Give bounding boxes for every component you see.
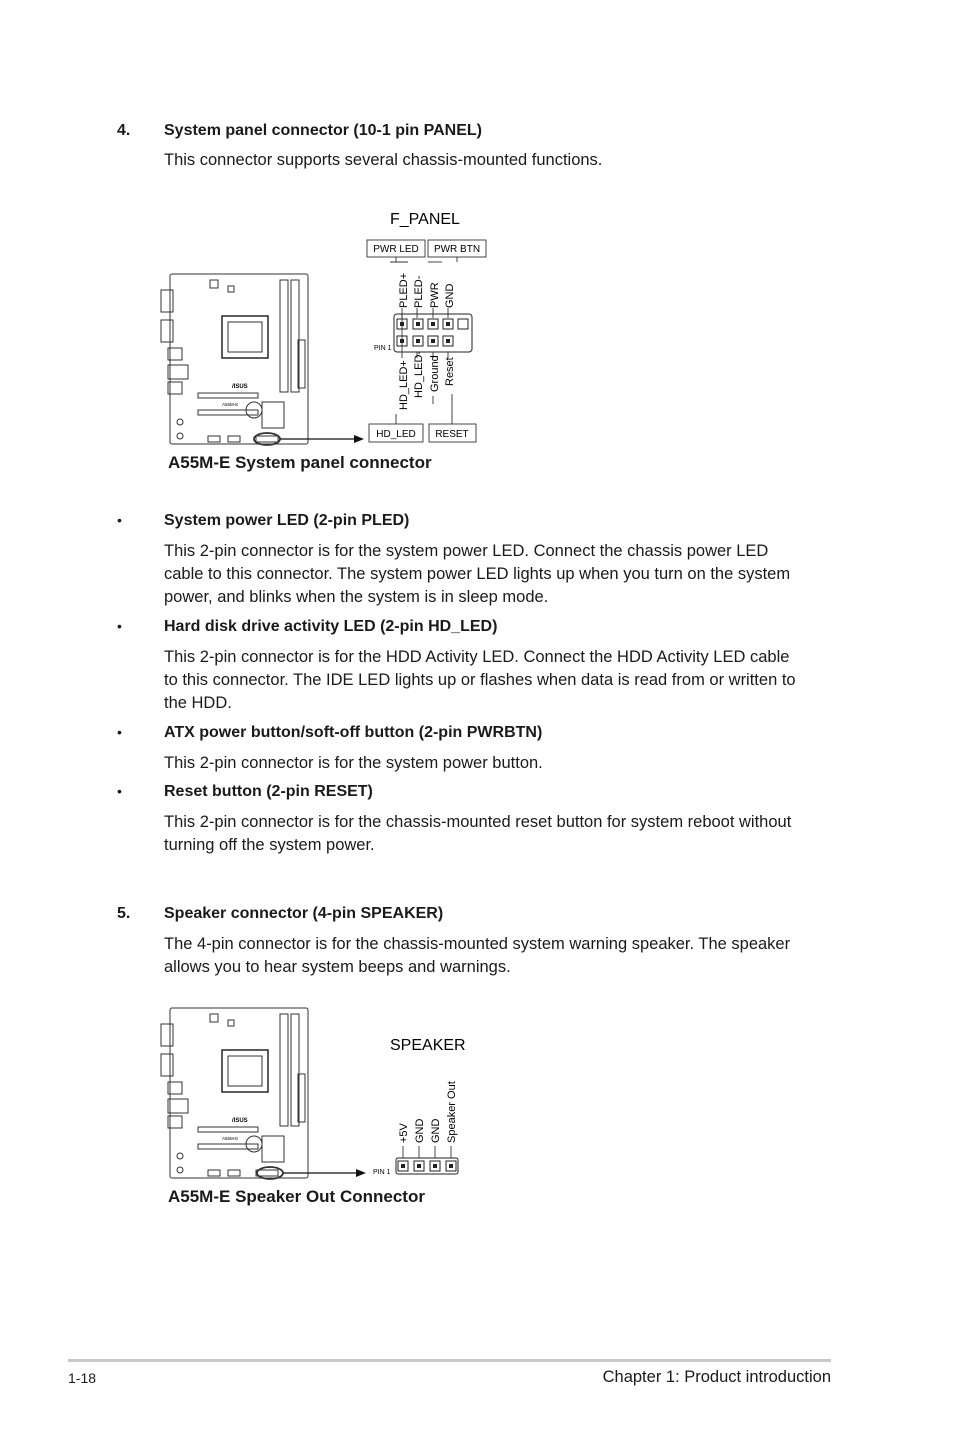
pin-header (394, 314, 472, 352)
section-intro: This connector supports several chassis-mounted functions. (164, 151, 603, 169)
bullet-paragraph: This 2-pin connector is for the HDD Activity LED. Connect the HDD Activity LED cable to this connector. The IDE LED lights up or flashes when data is read from or written to the HDD. (164, 648, 796, 712)
pin-label-gnd-2: GND (430, 1118, 442, 1143)
page-number: 1-18 (68, 1370, 97, 1386)
bullet-marker: • (117, 783, 122, 799)
pin-label-gnd-1: GND (414, 1118, 426, 1143)
diagram-caption: A55M-E System panel connector (168, 453, 432, 472)
arrow-head-icon (356, 1169, 366, 1177)
pin1-label: PIN 1 (374, 345, 392, 352)
board-brand-logo: /ISUS (232, 1118, 248, 1124)
connector-name: SPEAKER (390, 1037, 466, 1054)
group-label-pwr-led: PWR LED (373, 244, 419, 255)
pin-label-pwr: PWR (429, 282, 441, 308)
chapter-title: Chapter 1: Product introduction (602, 1368, 831, 1386)
pin-label-gnd: GND (444, 283, 456, 308)
bullet-paragraph: This 2-pin connector is for the chassis-mounted reset button for system reboot without turning off the system power. (164, 813, 792, 854)
motherboard-illustration (161, 1008, 308, 1179)
section-paragraph: The 4-pin connector is for the chassis-mounted system warning speaker. The speaker allows you to hear system beeps and warnings. (164, 935, 791, 976)
pin-label-pled-plus: PLED+ (398, 272, 410, 308)
pin-header (396, 1158, 458, 1174)
motherboard-illustration (161, 274, 308, 445)
pin-label-hd-led-plus: HD_LED+ (398, 360, 410, 410)
panel-connector-diagram (150, 200, 510, 490)
section-heading: Speaker connector (4-pin SPEAKER) (164, 905, 444, 922)
bullet-marker: • (117, 512, 122, 528)
section-number: 4. (117, 122, 131, 139)
pin-label-hd-led-minus: HD_LED- (413, 350, 425, 398)
footer-divider (68, 1359, 831, 1362)
section-number: 5. (117, 905, 131, 922)
pin-label-5v: +5V (398, 1123, 410, 1143)
speaker-connector-diagram (150, 1000, 480, 1200)
section-heading: System panel connector (10-1 pin PANEL) (164, 122, 482, 139)
board-model-label: A55M-E (222, 1136, 239, 1141)
group-label-pwr-btn: PWR BTN (433, 244, 481, 255)
group-label-reset: RESET (435, 429, 469, 440)
bullet-paragraph: This 2-pin connector is for the system power button. (164, 754, 543, 772)
bullet-marker: • (117, 618, 122, 634)
board-model-label: A55M-E (222, 402, 239, 407)
bullet-heading: System power LED (2-pin PLED) (164, 512, 410, 529)
bullet-marker: • (117, 724, 122, 740)
group-label-hd-led: HD_LED (376, 429, 416, 440)
connector-name: F_PANEL (390, 211, 460, 228)
pin-label-ground: Ground (429, 355, 441, 392)
pin-label-reset: Reset (444, 357, 456, 386)
diagram-caption: A55M-E Speaker Out Connector (168, 1187, 425, 1206)
pin-label-speaker-out: Speaker Out (446, 1081, 458, 1143)
arrow-head-icon (354, 435, 364, 443)
bullet-heading: Reset button (2-pin RESET) (164, 783, 373, 800)
bullet-paragraph: This 2-pin connector is for the system power LED. Connect the chassis power LED cable to this connector. The system power LED lights up when you turn on the system power, and blinks when the system is in sleep mode. (164, 542, 791, 606)
board-brand-logo: /ISUS (232, 384, 248, 390)
bullet-heading: Hard disk drive activity LED (2-pin HD_LED) (164, 618, 498, 635)
bullet-heading: ATX power button/soft-off button (2-pin PWRBTN) (164, 724, 543, 741)
pin1-label: PIN 1 (373, 1169, 391, 1176)
pin-label-pled-minus: PLED- (413, 275, 425, 308)
